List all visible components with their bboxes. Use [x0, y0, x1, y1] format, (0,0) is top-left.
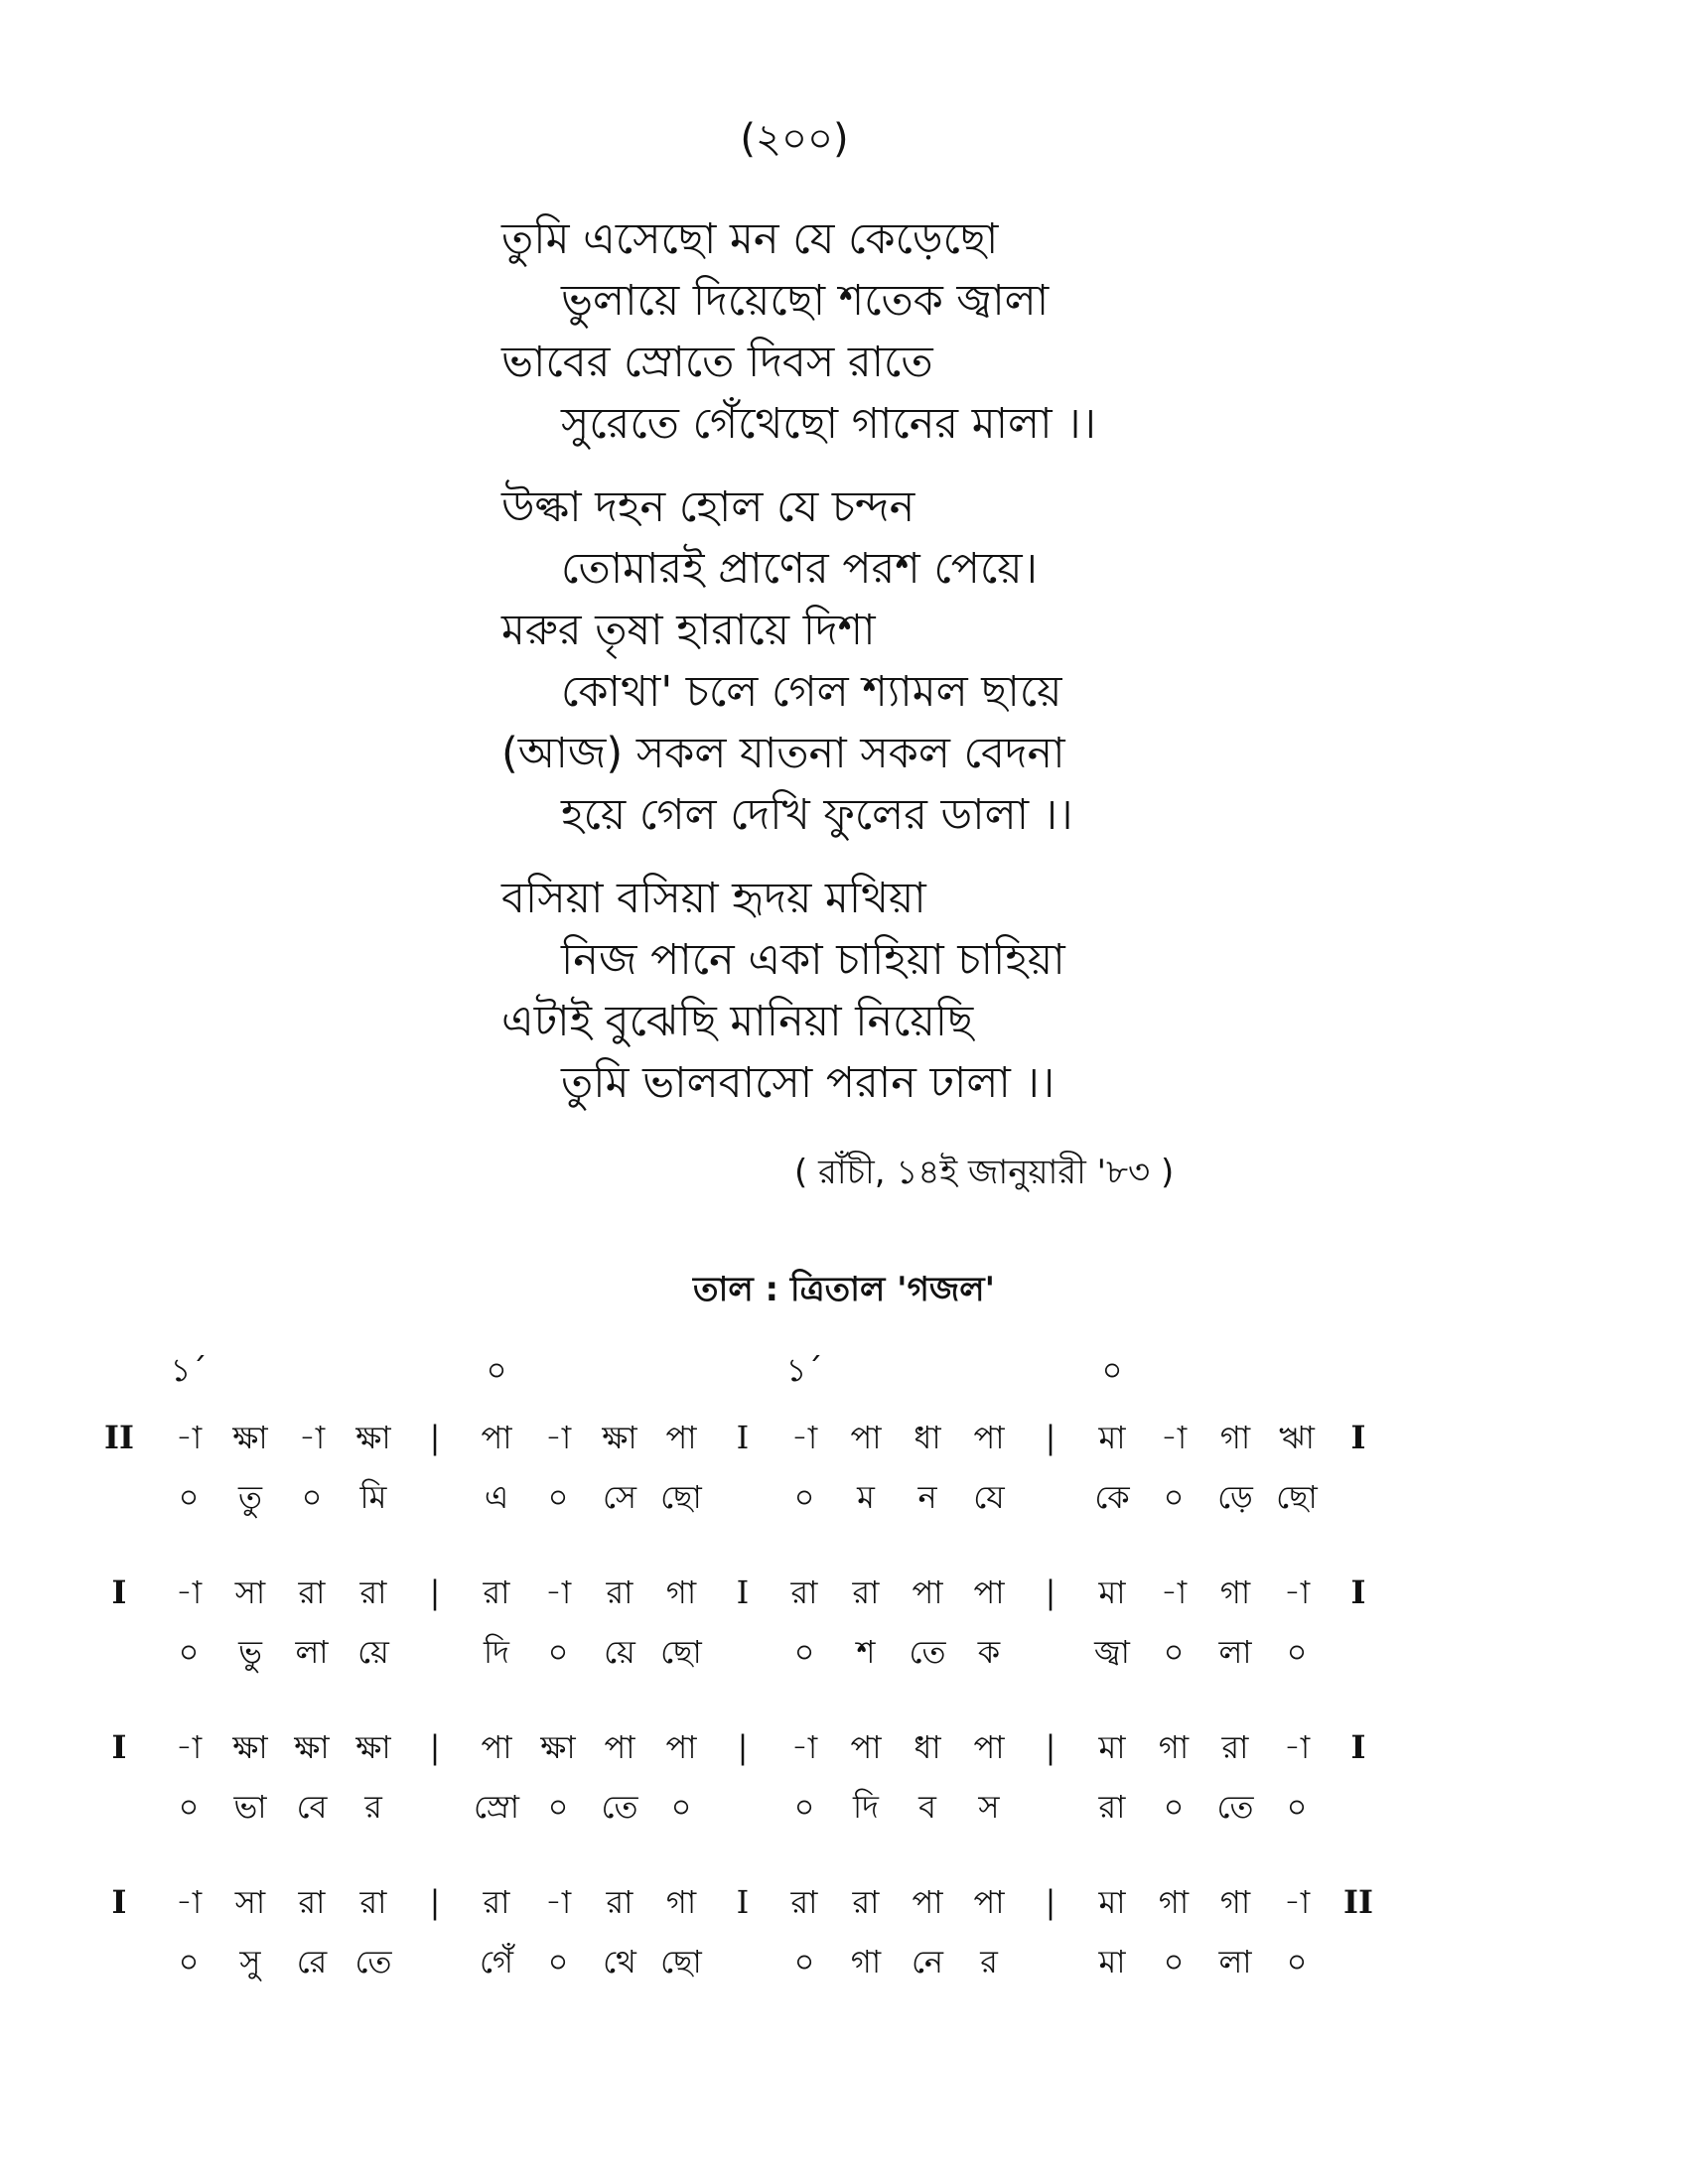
- note: ক্ষা: [355, 1419, 391, 1456]
- note: ক্ষা: [232, 1728, 268, 1766]
- lyric-syllable: নে: [911, 1943, 944, 1980]
- lyric-syllable: ০: [1286, 1943, 1308, 1980]
- block-gap: [119, 1527, 1549, 1563]
- tala-heading: তাল : ত্রিতাল 'গজল': [692, 1270, 996, 1309]
- page-number: (২০০): [740, 116, 849, 162]
- note: -া: [1283, 1883, 1311, 1921]
- lyric-syllable: ছো: [660, 1478, 702, 1516]
- lyrics-row: [119, 1777, 1549, 1837]
- lyric-syllable: ০: [301, 1478, 323, 1516]
- lyric-syllable: য়ে: [604, 1633, 635, 1671]
- lyric-syllable: তে: [601, 1788, 638, 1826]
- lyric-syllable: ০: [793, 1788, 815, 1826]
- note: ক্ষা: [294, 1728, 330, 1766]
- lyric-syllable: ০: [793, 1943, 815, 1980]
- lyric-syllable: জ্বা: [1094, 1633, 1130, 1671]
- note: ধা: [914, 1419, 941, 1456]
- lyric-syllable: ব: [918, 1788, 936, 1826]
- poem-line: মরুর তৃষা হারায়ে দিশা: [501, 606, 876, 655]
- note: -া: [544, 1419, 572, 1456]
- barline: |: [429, 1419, 441, 1456]
- lyric-syllable: তে: [1216, 1788, 1254, 1826]
- note: রা: [298, 1573, 326, 1611]
- end-barline: I: [1350, 1573, 1366, 1611]
- lyric-syllable: ০: [1163, 1788, 1185, 1826]
- lyric-syllable: ০: [1163, 1633, 1185, 1671]
- note: মা: [1098, 1728, 1126, 1766]
- lyric-syllable: ০: [547, 1633, 569, 1671]
- lyric-syllable: য়ে: [357, 1633, 389, 1671]
- beat-marker: ১´: [785, 1351, 823, 1389]
- barline: I: [736, 1883, 750, 1921]
- poem-line: কোথা' চলে গেল শ্যামল ছায়ে: [561, 667, 1062, 717]
- lyric-syllable: লা: [295, 1633, 329, 1671]
- note: -া: [790, 1728, 818, 1766]
- poem-line: ভাবের স্রোতে দিবস রাতে: [501, 338, 933, 387]
- poem-line: উল্কা দহন হোল যে চন্দন: [501, 482, 915, 532]
- beat-markers: [119, 1340, 1549, 1400]
- note: -া: [175, 1728, 203, 1766]
- poem-dateline: ( রাঁচী, ১৪ই জানুয়ারী '৮৩ ): [794, 1153, 1175, 1192]
- note: রা: [359, 1883, 387, 1921]
- note: পা: [665, 1419, 697, 1456]
- note: পা: [850, 1419, 882, 1456]
- lyric-syllable: ০: [547, 1788, 569, 1826]
- lyric-syllable: ০: [1163, 1943, 1185, 1980]
- note: -া: [175, 1883, 203, 1921]
- lyric-syllable: ০: [547, 1478, 569, 1516]
- poem: [501, 208, 1296, 1114]
- note: -া: [1160, 1573, 1188, 1611]
- barline: |: [1045, 1883, 1056, 1921]
- barline: |: [1045, 1573, 1056, 1611]
- beat-marker: ০: [1101, 1351, 1123, 1389]
- lyric-syllable: তে: [909, 1633, 946, 1671]
- lyric-syllable: র: [364, 1788, 382, 1826]
- note: গা: [1219, 1573, 1251, 1611]
- note: পা: [973, 1728, 1005, 1766]
- barline: |: [429, 1573, 441, 1611]
- note: রা: [790, 1573, 818, 1611]
- lyric-syllable: ০: [1163, 1478, 1185, 1516]
- poem-line: তুমি ভালবাসো পরান ঢালা ।।: [561, 1058, 1055, 1108]
- note: -া: [175, 1419, 203, 1456]
- lyric-syllable: ছো: [660, 1633, 702, 1671]
- barline: I: [736, 1573, 750, 1611]
- notes-row: [111, 1717, 1549, 1777]
- note: -া: [790, 1419, 818, 1456]
- note: গা: [665, 1573, 697, 1611]
- note: পা: [665, 1728, 697, 1766]
- lyric-syllable: ০: [1286, 1788, 1308, 1826]
- poem-line: সুরেতে গেঁথেছো গানের মালা ।।: [561, 399, 1096, 449]
- poem-line: (আজ) সকল যাতনা সকল বেদনা: [501, 729, 1065, 778]
- stanza-gap: [501, 455, 1296, 477]
- lyric-syllable: ক: [977, 1633, 1001, 1671]
- lyric-syllable: লা: [1218, 1633, 1252, 1671]
- poem-line: এটাই বুঝেছি মানিয়া নিয়েছি: [501, 997, 974, 1046]
- end-barline: I: [1350, 1419, 1366, 1456]
- note: পা: [850, 1728, 882, 1766]
- lyric-syllable: ড়ে: [1217, 1478, 1253, 1516]
- lyric-syllable: ভু: [238, 1633, 262, 1671]
- note: -া: [1160, 1419, 1188, 1456]
- note: -া: [544, 1883, 572, 1921]
- lyric-syllable: ০: [793, 1478, 815, 1516]
- note: সা: [234, 1573, 266, 1611]
- lyric-syllable: ন: [917, 1478, 937, 1516]
- lyric-syllable: দি: [853, 1788, 879, 1826]
- barline: |: [737, 1728, 749, 1766]
- note: গা: [665, 1883, 697, 1921]
- poem-line: হয়ে গেল দেখি ফুলের ডালা ।।: [561, 790, 1073, 840]
- note: পা: [481, 1728, 512, 1766]
- lyric-syllable: ম: [857, 1478, 875, 1516]
- lyric-syllable: ০: [178, 1478, 200, 1516]
- note: -া: [1283, 1573, 1311, 1611]
- lyric-syllable: স্রো: [474, 1788, 519, 1826]
- poem-line: নিজ পানে একা চাহিয়া চাহিয়া: [561, 935, 1065, 985]
- notes-row: [104, 1408, 1549, 1467]
- barline: |: [1045, 1419, 1056, 1456]
- lyric-syllable: ০: [1286, 1633, 1308, 1671]
- lyric-syllable: শ: [856, 1633, 876, 1671]
- lyric-syllable: ০: [793, 1633, 815, 1671]
- note: মা: [1098, 1573, 1126, 1611]
- note: -া: [175, 1573, 203, 1611]
- notes-row: [111, 1872, 1549, 1932]
- end-barline: II: [1343, 1883, 1373, 1921]
- lyric-syllable: ০: [178, 1943, 200, 1980]
- lyric-syllable: লা: [1218, 1943, 1252, 1980]
- note: সা: [234, 1883, 266, 1921]
- lyric-syllable: র: [980, 1943, 998, 1980]
- note: রা: [483, 1883, 510, 1921]
- start-barline: II: [104, 1419, 134, 1456]
- lyric-syllable: ০: [547, 1943, 569, 1980]
- beat-marker: ০: [486, 1351, 507, 1389]
- note: রা: [359, 1573, 387, 1611]
- lyric-syllable: স: [978, 1788, 1000, 1826]
- start-barline: I: [111, 1573, 127, 1611]
- barline: |: [429, 1883, 441, 1921]
- lyric-syllable: মা: [1098, 1943, 1126, 1980]
- barline: |: [1045, 1728, 1056, 1766]
- lyrics-row: [119, 1622, 1549, 1682]
- lyric-syllable: থে: [603, 1943, 636, 1980]
- note: গা: [1158, 1728, 1190, 1766]
- note: রা: [483, 1573, 510, 1611]
- stanza-gap: [501, 846, 1296, 868]
- note: ধা: [914, 1728, 941, 1766]
- note: ক্ষা: [355, 1728, 391, 1766]
- note: রা: [606, 1883, 633, 1921]
- lyric-syllable: রে: [296, 1943, 328, 1980]
- lyric-syllable: যে: [973, 1478, 1005, 1516]
- note: গা: [1219, 1419, 1251, 1456]
- note: ক্ষা: [602, 1419, 637, 1456]
- lyric-syllable: ০: [178, 1788, 200, 1826]
- barline: |: [429, 1728, 441, 1766]
- note: গা: [1158, 1883, 1190, 1921]
- note: মা: [1098, 1419, 1126, 1456]
- lyric-syllable: তে: [354, 1943, 392, 1980]
- start-barline: I: [111, 1728, 127, 1766]
- lyric-syllable: কে: [1094, 1478, 1130, 1516]
- lyrics-row: [119, 1932, 1549, 1991]
- lyric-syllable: ছো: [1276, 1478, 1318, 1516]
- note: পা: [973, 1883, 1005, 1921]
- note: রা: [298, 1883, 326, 1921]
- note: ঋা: [1279, 1419, 1315, 1456]
- end-barline: I: [1350, 1728, 1366, 1766]
- block-gap: [119, 1837, 1549, 1872]
- start-barline: I: [111, 1883, 127, 1921]
- note: গা: [1219, 1883, 1251, 1921]
- note: -া: [1283, 1728, 1311, 1766]
- poem-line: ভুলায়ে দিয়েছো শতেক জ্বালা: [561, 276, 1050, 326]
- note: রা: [606, 1573, 633, 1611]
- note: পা: [973, 1419, 1005, 1456]
- poem-line: বসিয়া বসিয়া হৃদয় মথিয়া: [501, 874, 926, 923]
- lyric-syllable: ছো: [660, 1943, 702, 1980]
- notation: [104, 1340, 1549, 1991]
- note: রা: [790, 1883, 818, 1921]
- note: পা: [604, 1728, 635, 1766]
- lyric-syllable: গা: [850, 1943, 882, 1980]
- lyric-syllable: দি: [484, 1633, 509, 1671]
- note: পা: [912, 1883, 943, 1921]
- lyric-syllable: তু: [237, 1478, 262, 1516]
- lyric-syllable: গেঁ: [480, 1943, 513, 1980]
- note: পা: [481, 1419, 512, 1456]
- beat-marker: ১´: [170, 1351, 208, 1389]
- note: ক্ষা: [232, 1419, 268, 1456]
- note: রা: [852, 1883, 880, 1921]
- lyric-syllable: মি: [359, 1478, 387, 1516]
- lyric-syllable: সে: [602, 1478, 637, 1516]
- note: মা: [1098, 1883, 1126, 1921]
- note: পা: [973, 1573, 1005, 1611]
- note: রা: [1221, 1728, 1249, 1766]
- block-gap: [119, 1682, 1549, 1717]
- notes-row: [111, 1563, 1549, 1622]
- poem-line: তোমারই প্রাণের পরশ পেয়ে।: [561, 544, 1038, 594]
- lyric-syllable: বে: [296, 1788, 328, 1826]
- lyric-syllable: ০: [178, 1633, 200, 1671]
- barline: I: [736, 1419, 750, 1456]
- lyric-syllable: ভা: [233, 1788, 267, 1826]
- note: রা: [852, 1573, 880, 1611]
- note: ক্ষা: [540, 1728, 576, 1766]
- lyric-syllable: এ: [484, 1478, 509, 1516]
- note: -া: [544, 1573, 572, 1611]
- lyric-syllable: ০: [670, 1788, 692, 1826]
- lyrics-row: [119, 1467, 1549, 1527]
- lyric-syllable: রা: [1098, 1788, 1126, 1826]
- poem-line: তুমি এসেছো মন যে কেড়েছো: [501, 214, 999, 264]
- note: -া: [298, 1419, 326, 1456]
- lyric-syllable: সু: [239, 1943, 261, 1980]
- note: পা: [912, 1573, 943, 1611]
